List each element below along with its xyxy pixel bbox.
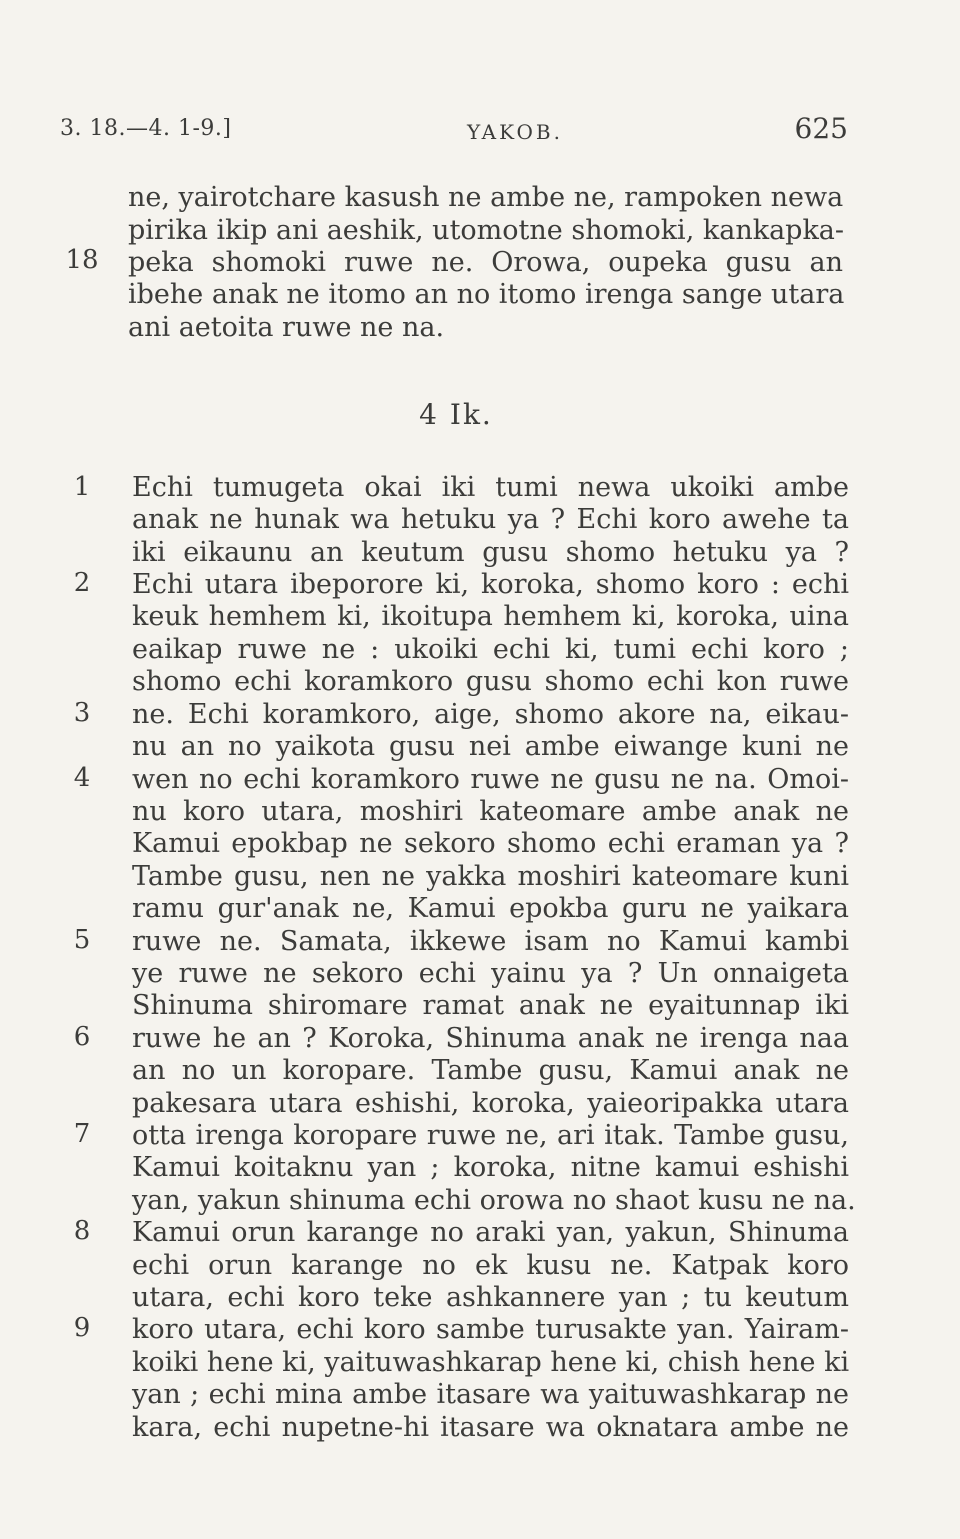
verse-number: 7 [73, 1119, 91, 1149]
text-line: ye ruwe ne sekoro echi yainu ya ? Un onnaigeta [132, 958, 849, 989]
text-line: koiki hene ki, yaituwashkarap hene ki, chish hene ki [132, 1347, 850, 1378]
verse-number: 8 [73, 1216, 91, 1246]
text-line: shomo echi koramkoro gusu shomo echi kon ruwe [132, 666, 849, 697]
verse-number: 3 [73, 698, 91, 728]
text-line: keuk hemhem ki, ikoitupa hemhem ki, koroka, uina [132, 601, 849, 632]
page-header [60, 112, 848, 152]
text-line: ne. Echi koramkoro, aige, shomo akore na, eikau- [132, 699, 849, 730]
running-title: YAKOB. [467, 120, 563, 144]
text-line: anak ne hunak wa hetuku ya ? Echi koro awehe ta [132, 504, 849, 535]
text-line: eaikap ruwe ne : ukoiki echi ki, tumi echi koro ; [132, 634, 849, 665]
text-line: ibehe anak ne itomo an no itomo irenga sange utara [128, 279, 845, 310]
text-line: Kamui koitaknu yan ; koroka, nitne kamui eshishi [132, 1152, 849, 1183]
text-line: echi orun karange no ek kusu ne. Katpak koro [132, 1250, 849, 1281]
chapter-verse-reference: 3. 18.—4. 1-9.] [60, 116, 232, 141]
verse-number: 2 [73, 568, 91, 598]
text-line: Echi tumugeta okai iki tumi newa ukoiki ambe [132, 472, 849, 503]
text-line: ramu gur'anak ne, Kamui epokba guru ne yaikara [132, 893, 849, 924]
text-line: Kamui orun karange no araki yan, yakun, Shinuma [132, 1217, 849, 1248]
verse-number: 18 [65, 245, 99, 275]
text-line: koro utara, echi koro sambe turusakte yan. Yairam- [132, 1314, 849, 1345]
text-line: pirika ikip ani aeshik, utomotne shomoki, kankapka- [128, 215, 845, 246]
text-line: yan, yakun shinuma echi orowa no shaot kusu ne na. [132, 1185, 856, 1216]
text-line: ruwe he an ? Koroka, Shinuma anak ne irenga naa [132, 1023, 849, 1054]
text-line: nu an no yaikota gusu nei ambe eiwange kuni ne [132, 731, 849, 762]
text-line: yan ; echi mina ambe itasare wa yaituwashkarap ne [132, 1379, 849, 1410]
verse-number: 1 [73, 472, 91, 502]
verse-number: 4 [73, 763, 91, 793]
text-line: ani aetoita ruwe ne na. [128, 312, 445, 343]
verse-number: 5 [73, 925, 91, 955]
text-line: iki eikaunu an keutum gusu shomo hetuku ya ? [132, 537, 849, 568]
text-line: kara, echi nupetne-hi itasare wa oknatara ambe ne [132, 1412, 849, 1443]
text-line: Shinuma shiromare ramat anak ne eyaitunnap iki [132, 990, 849, 1021]
text-line: peka shomoki ruwe ne. Orowa, oupeka gusu an [128, 247, 843, 278]
chapter-heading: 4 Ik. [419, 398, 493, 431]
text-line: Tambe gusu, nen ne yakka moshiri kateomare kuni [132, 861, 849, 892]
page-number: 625 [794, 112, 848, 145]
text-line: Echi utara ibeporore ki, koroka, shomo koro : echi [132, 569, 849, 600]
text-line: otta irenga koropare ruwe ne, ari itak. Tambe gusu, [132, 1120, 849, 1151]
text-line: wen no echi koramkoro ruwe ne gusu ne na. Omoi- [132, 764, 849, 795]
text-line: ne, yairotchare kasush ne ambe ne, rampoken newa [128, 182, 844, 213]
text-line: ruwe ne. Samata, ikkewe isam no Kamui kambi [132, 926, 849, 957]
verse-number: 9 [73, 1313, 91, 1343]
verse-number: 6 [73, 1022, 91, 1052]
text-line: nu koro utara, moshiri kateomare ambe anak ne [132, 796, 849, 827]
text-line: utara, echi koro teke ashkannere yan ; tu keutum [132, 1282, 849, 1313]
text-line: Kamui epokbap ne sekoro shomo echi eraman ya ? [132, 828, 849, 859]
text-line: an no un koropare. Tambe gusu, Kamui anak ne [132, 1055, 849, 1086]
text-line: pakesara utara eshishi, koroka, yaieoripakka utara [132, 1088, 849, 1119]
